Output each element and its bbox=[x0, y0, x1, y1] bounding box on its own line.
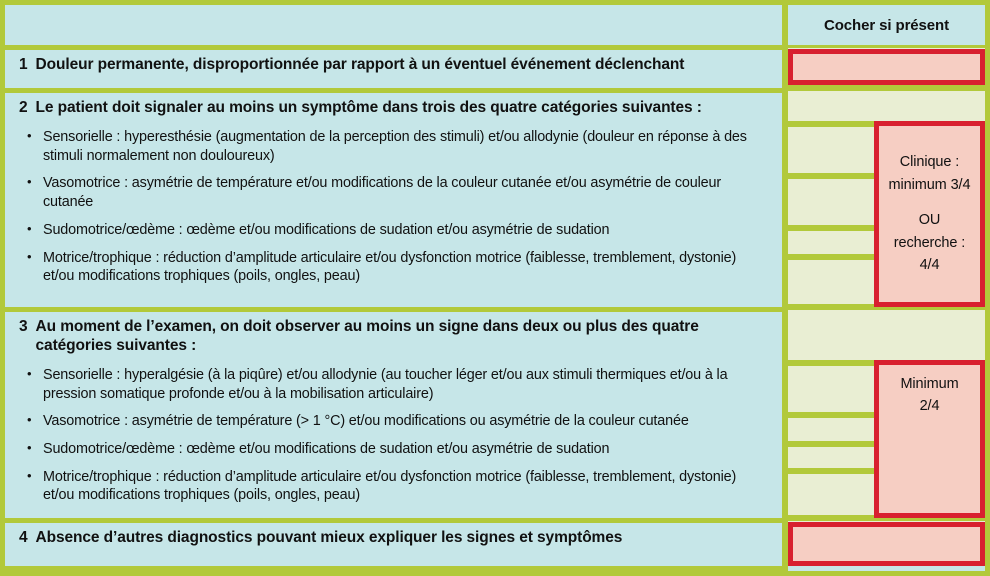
rule-below-criterion-4 bbox=[5, 566, 782, 571]
criterion-2-box-line-3: OU bbox=[918, 212, 941, 229]
list-item-label: Sudomotrice/œdème : œdème et/ou modifications de sudation et/ou asymétrie de sudation bbox=[43, 440, 610, 457]
list-item-label: Sudomotrice/œdème : œdème et/ou modifications de sudation et/ou asymétrie de sudation bbox=[43, 221, 610, 238]
list-item-label: Motrice/trophique : réduction d’amplitude articulaire et/ou dysfonction motrice (faiblesse, tremblement, dystonie) et/ou modifications trophiques (poils, ongles, peau) bbox=[43, 249, 737, 285]
criterion-2-box-line-2: minimum 3/4 bbox=[888, 176, 971, 193]
criterion-4-number: 4 bbox=[19, 529, 28, 546]
criterion-2-box-line-4: recherche : bbox=[893, 234, 966, 251]
list-item bbox=[19, 468, 768, 505]
criterion-3-bullet-list bbox=[19, 366, 768, 505]
criterion-1-title: Douleur permanente, disproportionnée par rapport à un éventuel événement déclenchant bbox=[35, 56, 685, 73]
frame-bottom-border bbox=[0, 571, 990, 576]
check-cell-criterion-3-heading[interactable] bbox=[788, 307, 985, 363]
list-item-label: Sensorielle : hyperalgésie (à la piqûre) et/ou allodynie (au toucher léger et/ou aux stimuli thermiques et/ou à la pression somatique profonde et/ou à la mobilisation articulaire) bbox=[43, 366, 728, 402]
list-item bbox=[19, 128, 768, 165]
list-item-label: Motrice/trophique : réduction d’amplitude articulaire et/ou dysfonction motrice (faiblesse, tremblement, dystonie) et/ou modifications trophiques (poils, ongles, peau) bbox=[43, 468, 737, 504]
check-cell-criterion-2-heading[interactable] bbox=[788, 88, 985, 124]
list-item bbox=[19, 412, 768, 431]
criterion-2-box-line-5: 4/4 bbox=[919, 257, 940, 274]
criterion-2-row bbox=[5, 99, 782, 286]
criterion-4-heading bbox=[19, 529, 768, 548]
criterion-3-heading bbox=[19, 318, 768, 356]
checkbox-criterion-2-label bbox=[889, 151, 971, 276]
frame-right-border bbox=[985, 0, 990, 576]
bullet-icon: • bbox=[27, 248, 32, 264]
rule-below-criterion-2 bbox=[5, 307, 782, 312]
rule-below-criterion-1 bbox=[5, 88, 782, 93]
criterion-2-heading bbox=[19, 99, 768, 118]
bullet-icon: • bbox=[27, 127, 32, 143]
checkbox-criterion-1[interactable] bbox=[788, 49, 985, 85]
list-item bbox=[19, 174, 768, 211]
list-item-label: Sensorielle : hyperesthésie (augmentation de la perception des stimuli) et/ou allodynie (douleur en réponse à des stimuli normalement non douloureux) bbox=[43, 128, 747, 164]
criterion-2-box-line-1: Clinique : bbox=[899, 154, 960, 171]
checkbox-criterion-3-label bbox=[900, 373, 958, 418]
criterion-2-box-spacer bbox=[889, 196, 971, 209]
bullet-icon: • bbox=[27, 439, 32, 455]
criterion-4-title: Absence d’autres diagnostics pouvant mieux expliquer les signes et symptômes bbox=[35, 529, 623, 546]
criterion-3-box-line-2: 2/4 bbox=[919, 398, 940, 415]
column-divider bbox=[782, 0, 788, 576]
bullet-icon: • bbox=[27, 365, 32, 381]
criterion-4-row bbox=[5, 529, 782, 548]
criterion-3-number: 3 bbox=[19, 318, 28, 335]
checkbox-criterion-4[interactable] bbox=[788, 522, 985, 566]
list-item-label: Vasomotrice : asymétrie de température (> 1 °C) et/ou modifications ou asymétrie de la couleur cutanée bbox=[43, 413, 689, 430]
criterion-3-row bbox=[5, 318, 782, 505]
list-item-label: Vasomotrice : asymétrie de température et/ou modifications de la couleur cutanée et/ou asymétrie de couleur cutanée bbox=[43, 175, 721, 211]
checkbox-criterion-3[interactable] bbox=[874, 360, 985, 518]
rule-below-criterion-3 bbox=[5, 518, 782, 523]
criterion-2-number: 2 bbox=[19, 99, 28, 116]
bullet-icon: • bbox=[27, 220, 32, 236]
criterion-1-row bbox=[5, 56, 782, 75]
bullet-icon: • bbox=[27, 467, 32, 483]
criterion-2-bullet-list bbox=[19, 128, 768, 286]
criterion-1-heading bbox=[19, 56, 768, 75]
criterion-1-number: 1 bbox=[19, 56, 28, 73]
criterion-2-title: Le patient doit signaler au moins un symptôme dans trois des quatre catégories suivantes : bbox=[35, 99, 702, 116]
check-column-header: Cocher si présent bbox=[823, 16, 949, 34]
rule-above-criterion-1 bbox=[5, 45, 782, 50]
bullet-icon: • bbox=[27, 174, 32, 190]
list-item bbox=[19, 440, 768, 459]
criterion-3-box-line-1: Minimum bbox=[900, 376, 959, 392]
list-item bbox=[19, 249, 768, 286]
criterion-3-title: Au moment de l’examen, on doit observer au moins un signe dans deux ou plus des quatre catégories suivantes : bbox=[35, 318, 699, 354]
bullet-icon: • bbox=[27, 412, 32, 428]
list-item bbox=[19, 221, 768, 240]
list-item bbox=[19, 366, 768, 403]
checkbox-criterion-2[interactable] bbox=[874, 121, 985, 307]
